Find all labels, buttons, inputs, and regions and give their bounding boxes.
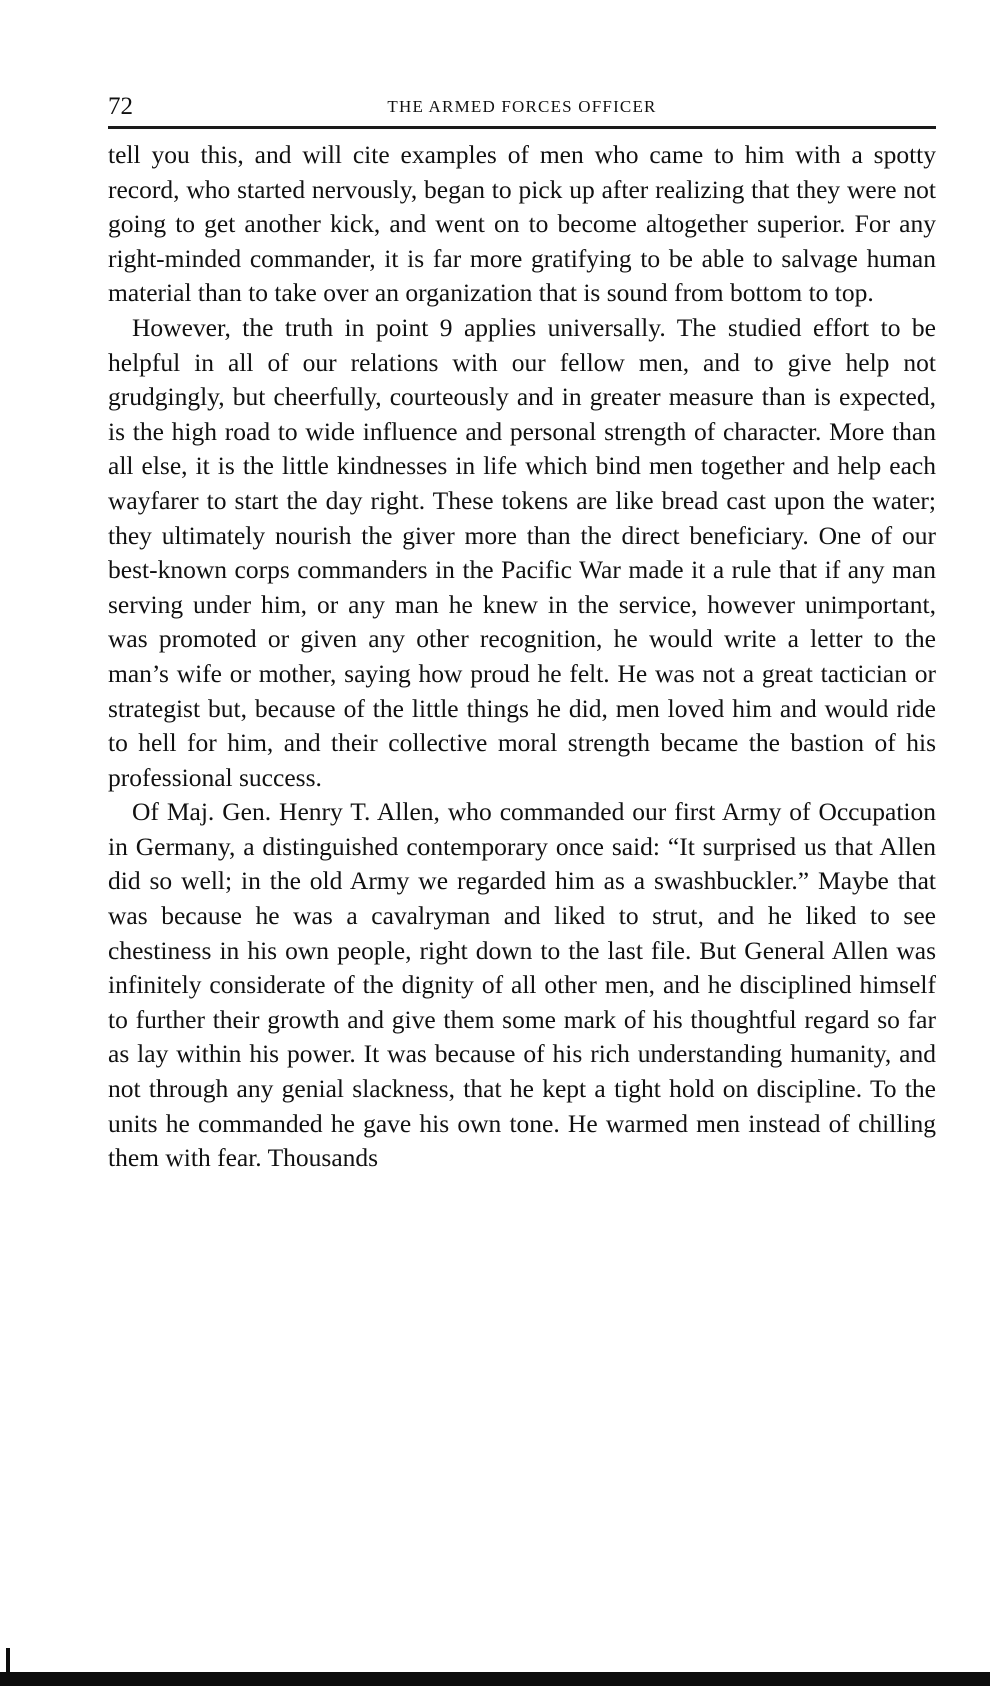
body-text (108, 138, 936, 1176)
running-head (108, 92, 936, 129)
page-number: 72 (108, 93, 133, 120)
bottom-rule (0, 1672, 990, 1686)
paragraph-2: However, the truth in point 9 applies universally. The studied effort to be helpful in all of our relations with our fellow men, and to give help not grudgingly, but cheerfully, courteously and in greater measure than is expected, is the high road to wide influence and personal strength of character. More than all else, it is the little kindnesses in life which bind men together and help each wayfarer to start the day right. These tokens are like bread cast upon the water; they ultimately nourish the giver more than the direct beneficiary. One of our best-known corps commanders in the Pacific War made it a rule that if any man serving under him, or any man he knew in the service, however unimportant, was promoted or given any other recognition, he would write a letter to the man’s wife or mother, saying how proud he felt. He was not a great tactician or strategist but, because of the little things he did, men loved him and would ride to hell for him, and their collective moral strength became the bastion of his professional success. (108, 312, 936, 792)
paragraph-1: tell you this, and will cite examples of men who came to him with a spotty record, who started nervously, began to pick up after realizing that they were not going to get another kick, and went on to become altogether superior. For any right-minded commander, it is far more gratifying to be able to salvage human material than to take over an organization that is sound from bottom to top. (108, 140, 936, 308)
running-title: THE ARMED FORCES OFFICER (387, 97, 657, 116)
paragraph-3: Of Maj. Gen. Henry T. Allen, who commanded our first Army of Occupation in Germany, a distinguished contemporary once said: “It surprised us that Allen did so well; in the old Army we regarded him as a swashbuckler.” Maybe that was because he was a cavalryman and liked to strut, and he liked to see chestiness in his own people, right down to the last file. But General Allen was infinitely considerate of the dignity of all other men, and he disciplined himself to further their growth and give them some mark of his thoughtful regard so far as lay within his power. It was because of his rich understanding humanity, and not through any genial slackness, that he kept a tight hold on discipline. To the units he commanded he gave his own tone. He warmed men instead of chilling them with fear. Thousands (108, 797, 936, 1173)
